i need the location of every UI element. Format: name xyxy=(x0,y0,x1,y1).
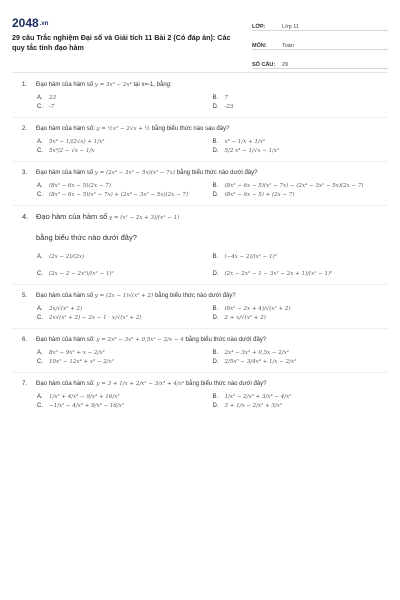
question-formula: y = 2x⁴ − 3x³ + 0,5x² − 2/x − 4 xyxy=(94,337,186,343)
question-number: 3. xyxy=(22,170,28,176)
option-letter: B. xyxy=(212,306,219,312)
option-letter: C. xyxy=(37,192,43,198)
question-formula: y = 3 + 1/x + 2/x² − 3/x³ + 4/x⁴ xyxy=(94,381,186,387)
question-formula: y = (2x⁴ − 3x² − 5x)(x² − 7x) xyxy=(93,170,177,176)
meta-row xyxy=(252,35,388,50)
option-letter: D. xyxy=(212,271,219,277)
answer-options xyxy=(22,139,388,154)
option-letter: C. xyxy=(37,104,43,110)
option-letter: A. xyxy=(37,350,43,356)
option-letter: A. xyxy=(37,139,43,145)
question-stem: Đạo hàm của hàm số xyxy=(36,82,94,88)
question-divider xyxy=(12,117,388,118)
option-value: 8x³ − 9x² + x − 2/x² xyxy=(49,350,105,356)
option-value: 7 xyxy=(224,95,228,101)
answer-option[interactable] xyxy=(37,148,213,154)
option-value: (2x − 2x³ − 1 − 3x² − 2x + 1)/(x² − 1)² xyxy=(224,271,333,277)
option-value: 10x⁵ − 12x⁴ + x³ − 2/x² xyxy=(49,359,114,365)
answer-option[interactable] xyxy=(213,139,389,145)
option-value: 2x/√(x² + 2) xyxy=(49,306,83,312)
answer-option[interactable] xyxy=(37,394,213,400)
question-item xyxy=(22,124,388,154)
option-letter: A. xyxy=(37,394,43,400)
option-value: 23 xyxy=(49,95,56,101)
question-number: 5. xyxy=(22,293,28,299)
answer-option[interactable] xyxy=(37,403,213,409)
answer-option[interactable] xyxy=(213,359,389,365)
option-value: (2x − 2 − 2x²)/(x² − 1)² xyxy=(49,271,114,277)
question-number: 7. xyxy=(22,381,28,387)
question-formula: y = ½x⁵ − 2√x + ½ xyxy=(94,126,152,132)
meta-label: LỚP: xyxy=(252,24,266,30)
question-number: 2. xyxy=(22,126,28,132)
question-tail: bằng biểu thức nào sau đây? xyxy=(151,126,230,132)
question-stem: Đạo hàm của hàm số: xyxy=(36,381,95,387)
question-item xyxy=(22,212,388,277)
answer-options xyxy=(22,183,388,198)
answer-options xyxy=(22,95,388,110)
question-stem: Đạo hàm của hàm số: xyxy=(36,337,95,343)
option-letter: A. xyxy=(37,254,43,260)
option-letter: C. xyxy=(37,315,43,321)
option-letter: B. xyxy=(212,95,219,101)
option-value: 2x⁴ − 3x³ + 0,5x − 2/x² xyxy=(224,350,289,356)
option-letter: C. xyxy=(37,403,43,409)
question-stem: Đạo hàm của hàm số: xyxy=(36,126,95,132)
answer-option[interactable] xyxy=(37,104,213,110)
answer-option[interactable] xyxy=(37,315,213,321)
page-header xyxy=(0,0,400,66)
answer-option[interactable] xyxy=(37,95,213,101)
option-letter: A. xyxy=(37,306,43,312)
header-divider xyxy=(12,72,388,73)
option-value: (2x − 2)/(2x) xyxy=(49,254,85,260)
question-text xyxy=(22,291,388,301)
answer-option[interactable] xyxy=(213,104,389,110)
option-value: 1/x² + 4/x³ − 9/x⁴ + 16/x⁵ xyxy=(49,394,120,400)
question-stem: Đạo hàm của hàm số xyxy=(36,212,108,221)
option-value: 2x√(x² + 2) − 2x − 1 · x/√(x² + 2) xyxy=(49,315,142,321)
question-tail: bằng biểu thức nào dưới đây? xyxy=(185,381,267,387)
option-letter: B. xyxy=(212,183,219,189)
question-divider xyxy=(12,161,388,162)
option-letter: D. xyxy=(212,104,219,110)
question-item xyxy=(22,168,388,198)
question-formula: y = 3x⁵ − 2x⁴ xyxy=(93,82,134,88)
meta-value: Lớp 11 xyxy=(282,24,299,30)
option-value: -7 xyxy=(49,104,55,110)
question-item xyxy=(22,379,388,409)
answer-option[interactable] xyxy=(37,271,213,277)
question-text xyxy=(22,335,388,345)
answer-option[interactable] xyxy=(213,148,389,154)
meta-value: Toán xyxy=(282,43,294,49)
question-number: 6. xyxy=(22,337,28,343)
option-letter: C. xyxy=(37,271,43,277)
question-tail: bằng biểu thức nào dưới đây? xyxy=(176,170,258,176)
answer-options xyxy=(22,394,388,409)
question-item xyxy=(22,80,388,110)
answer-option[interactable] xyxy=(37,183,213,189)
question-text xyxy=(22,212,388,223)
answer-options xyxy=(22,254,388,277)
question-formula: y = (2x − 1)√(x² + 2) xyxy=(93,293,155,299)
meta-row xyxy=(252,16,388,31)
question-number: 4. xyxy=(22,212,29,221)
question-divider xyxy=(12,205,388,206)
question-text xyxy=(22,379,388,389)
option-letter: B. xyxy=(212,350,219,356)
option-value: (6x² − 2x + 4)/√(x² + 2) xyxy=(224,306,291,312)
option-letter: D. xyxy=(212,192,219,198)
question-divider xyxy=(12,284,388,285)
answer-option[interactable] xyxy=(213,306,389,312)
answer-options xyxy=(22,306,388,321)
question-formula: y = (x² − 2x + 3)/(x² − 1) xyxy=(107,215,180,221)
answer-options xyxy=(22,350,388,365)
answer-option[interactable] xyxy=(37,192,213,198)
question-stem: Đạo hàm của hàm số xyxy=(36,170,94,176)
option-value: x⁴ − 1/x + 1/x² xyxy=(224,139,266,145)
option-value: (8x³ − 6x − 5)(2x − 7) xyxy=(49,183,111,189)
option-value: 3 + 1/x − 2/x² + 3/x³ xyxy=(224,403,283,409)
answer-option[interactable] xyxy=(37,306,213,312)
question-tail: bằng biểu thức nào dưới đây? xyxy=(154,293,236,299)
answer-option[interactable] xyxy=(213,394,389,400)
meta-panel xyxy=(252,16,388,73)
answer-option[interactable] xyxy=(213,95,389,101)
logo-suffix: .vn xyxy=(39,20,49,27)
question-text xyxy=(22,124,388,134)
option-letter: B. xyxy=(212,139,219,145)
option-value: 2/5x⁵ − 3/4x⁴ + 1/x − 2/x² xyxy=(224,359,297,365)
question-divider xyxy=(12,328,388,329)
question-text xyxy=(22,80,388,90)
question-list xyxy=(22,80,388,416)
question-item xyxy=(22,291,388,321)
answer-option[interactable] xyxy=(213,254,389,260)
option-letter: B. xyxy=(212,394,219,400)
meta-row xyxy=(252,54,388,69)
option-value: -23 xyxy=(224,104,234,110)
option-value: (8x³ − 6x − 5)(x² − 7x) + (2x⁴ − 3x² − 5x)(2x − 7) xyxy=(49,192,189,198)
option-value: 1/x² − 2/x³ + 3/x⁴ − 4/x⁵ xyxy=(224,394,292,400)
answer-option[interactable] xyxy=(213,403,389,409)
answer-option[interactable] xyxy=(213,183,389,189)
option-letter: D. xyxy=(212,315,219,321)
question-text xyxy=(22,168,388,178)
question-tail: tại x=-1, bằng: xyxy=(133,82,172,88)
question-stem: Đạo hàm của hàm số xyxy=(36,293,94,299)
option-value: 5/2 x⁴ − 1/√x − 1/x² xyxy=(224,148,280,154)
question-tail: bằng biểu thức nào dưới đây? xyxy=(185,337,267,343)
option-letter: D. xyxy=(212,359,219,365)
option-value: 5x⁴ − 1/(2√x) + 1/x² xyxy=(49,139,105,145)
option-letter: D. xyxy=(212,403,219,409)
answer-option[interactable] xyxy=(37,139,213,145)
meta-label: SỐ CÂU: xyxy=(252,62,276,68)
option-letter: D. xyxy=(212,148,219,154)
answer-option[interactable] xyxy=(213,192,389,198)
option-letter: C. xyxy=(37,148,43,154)
meta-value: 29 xyxy=(282,62,289,68)
question-tail: bằng biểu thức nào dưới đây? xyxy=(36,233,137,242)
option-letter: C. xyxy=(37,359,43,365)
option-letter: B. xyxy=(212,254,219,260)
question-divider xyxy=(12,372,388,373)
answer-option[interactable] xyxy=(37,359,213,365)
answer-option[interactable] xyxy=(213,350,389,356)
logo-text: 2048 xyxy=(12,16,39,30)
answer-option[interactable] xyxy=(213,271,389,277)
answer-option[interactable] xyxy=(37,254,213,260)
option-value: 2 + x/√(x² + 2) xyxy=(224,315,266,321)
option-letter: A. xyxy=(37,95,43,101)
option-letter: A. xyxy=(37,183,43,189)
option-value: −1/x² − 4/x³ + 9/x⁴ − 16/x⁵ xyxy=(49,403,125,409)
meta-label: MÔN: xyxy=(252,43,267,49)
answer-option[interactable] xyxy=(213,315,389,321)
site-logo[interactable] xyxy=(12,16,48,30)
option-value: (8x³ − 6x − 5)(x² − 7x) − (2x⁴ − 3x² − 5x)(2x − 7) xyxy=(224,183,364,189)
option-value: (−4x − 2)/(x² − 1)² xyxy=(224,254,277,260)
question-item xyxy=(22,335,388,365)
option-value: 5x⁴/2 − √x − 1/x xyxy=(49,148,95,154)
page-title: 29 câu Trắc nghiệm Đại số và Giải tích 11 Bài 2 (Có đáp án): Các quy tắc tính đạo hàm xyxy=(12,33,231,52)
answer-option[interactable] xyxy=(37,350,213,356)
question-number: 1. xyxy=(22,82,28,88)
option-value: (8x³ − 6x − 5) + (2x − 7) xyxy=(224,192,295,198)
